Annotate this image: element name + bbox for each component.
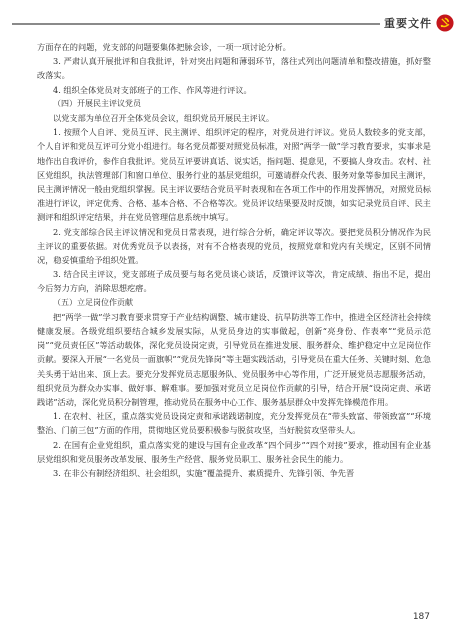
header-rule: [12, 23, 380, 25]
paragraph: 把“两学一做”学习教育要求贯穿于产业结构调整、城市建设、抗旱防洪等工作中，推进全区经济社会持续健康发展。各级党组织要结合城乡发展实际，从党员身边的实事做起，创新“亮身份、作表率”“党员示范岗”“党员责任区”等活动载体，深化党员设岗定责，引导党员在推进发展、服务群众、维护稳定中立足岗位作贡献。要深入开展“一名党员一面旗帜”“党员先锋岗”等主题实践活动，引导党员在重大任务、关键时刻、危急关头勇于站出来、顶上去。要充分发挥党员志愿服务队、党员服务中心等作用，广泛开展党员志愿服务活动，组织党员为群众办实事、做好事、解难事。要加强对党员立足岗位作贡献的引导，结合开展“设岗定责、承诺践诺”活动，深化党员积分制管理，推动党员在服务中心工作、服务基层群众中发挥先锋模范作用。: [37, 311, 431, 408]
page-number: 187: [412, 612, 430, 622]
paragraph: 4. 组织全体党员对支部班子的工作、作风等进行评议。: [53, 84, 252, 95]
paragraph: 1. 按照个人自评、党员互评、民主测评、组织评定的程序，对党员进行评议。党员人数较多的党支部，个人自评和党员互评可分党小组进行。每名党员都要对照党员标准，对照“两学一做”学习教育要求，实事求是地作出自我评价，参作自我批评。党员互评要讲真话、说实话，指问题、提意见，不要搞人身攻击。农村、社区党组织，执法管理部门和窗口单位、服务行业的基层党组织，可邀请群众代表、服务对象等参加民主测评，民主测评情况一般由党组织掌握。民主评议要结合党员平时表现和在各项工作中的作用发挥情况，对照党员标准进行评议，评定优秀、合格、基本合格、不合格等次。党员评议结果要及时反馈，如实记录党员自评、民主测评和组织评定结果，并在党员管理信息系统中填写。: [37, 127, 431, 223]
section-title: 重要文件: [384, 17, 432, 30]
party-emblem-icon: [436, 14, 454, 32]
paragraph: 以党支部为单位召开全体党员会议，组织党员开展民主评议。: [53, 113, 275, 124]
page-header: [0, 14, 468, 34]
section-heading: （四）开展民主评议党员: [53, 98, 141, 108]
paragraph: 2. 党支部综合民主评议情况和党员日常表现，进行综合分析，确定评议等次。要把党员积分情况作为民主评议的重要依据。对优秀党员予以表扬，对有不合格表现的党员，按照党章和党内有关规定，区别不同情况，稳妥慎重给予组织处置。: [37, 226, 431, 266]
document-body: [37, 40, 431, 480]
paragraph: 1. 在农村、社区，重点落实党员设岗定责和承诺践诺制度，充分发挥党员在“带头致富、带领致富”“环境整治、门前三包”方面的作用，贯彻地区党员要积极参与脱贫攻坚，当好脱贫攻坚带头人。: [37, 411, 431, 436]
section-heading: （五）立足岗位作贡献: [53, 297, 133, 307]
paragraph: 3. 严肃认真开展批评和自我批评，针对突出问题和薄弱环节，落往式列出问题清单和整改措施，抓好整改落实。: [37, 56, 431, 81]
paragraph: 2. 在国有企业党组织，重点落实党的建设与国有企业改革“四个同步”“四个对接”要求，推动国有企业基层党组织和党员服务改革发展、服务生产经营、服务党员职工、服务社会民生的能力。: [37, 439, 431, 464]
paragraph: 方面存在的问题，党支部的问题要集体把脉会诊，一项一项讨论分析。: [37, 42, 291, 52]
paragraph: 3. 在非公有制经济组织、社会组织，实施“覆盖提升、素质提升、先锋引领、争先晋: [53, 468, 355, 479]
paragraph: 3. 结合民主评议，党支部班子成员要与每名党员谈心谈话，反馈评议等次，肯定成绩、指出不足，提出今后努力方向，消除思想疙瘩。: [37, 269, 431, 294]
